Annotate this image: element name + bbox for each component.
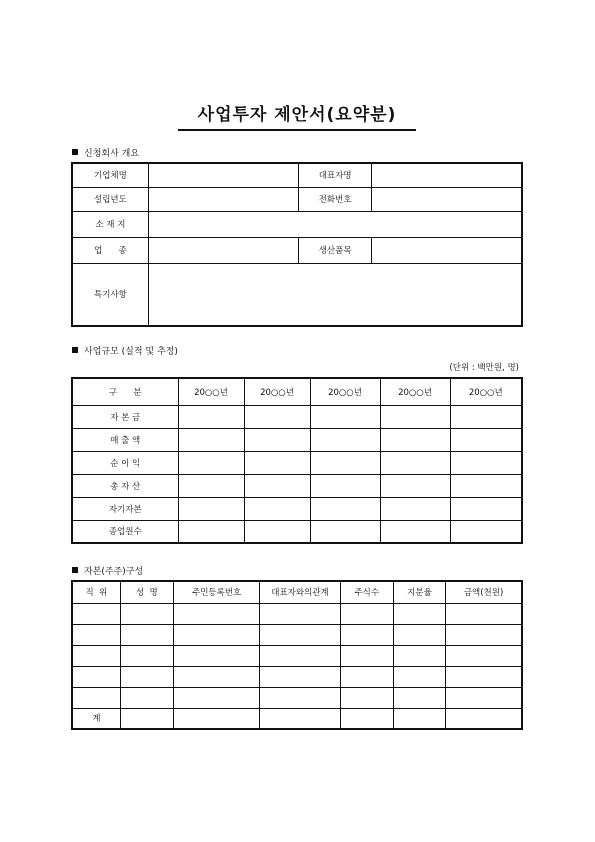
scale-value-cell[interactable] [244,520,310,543]
scale-value-cell[interactable] [380,520,450,543]
label-remarks: 특기사항 [72,263,148,326]
label-phone: 전화번호 [299,187,371,211]
shareholder-cell[interactable] [340,666,393,687]
scale-value-cell[interactable] [310,497,380,520]
shareholder-row [72,603,522,624]
scale-row-label: 매 출 액 [72,428,178,451]
shareholder-cell[interactable] [260,645,340,666]
shareholder-cell[interactable] [72,624,120,645]
shareholder-cell[interactable] [173,708,259,729]
header-shares: 주식수 [340,581,393,603]
shareholder-cell[interactable] [393,645,445,666]
shareholder-cell[interactable] [173,687,259,708]
shareholder-cell[interactable] [446,687,522,708]
shareholder-cell[interactable] [120,624,173,645]
header-relationship: 대표자와의관계 [260,581,340,603]
shareholder-cell[interactable] [393,708,445,729]
shareholder-cell[interactable] [260,687,340,708]
year-header: 20○○년 [380,378,450,405]
shareholder-row [72,687,522,708]
scale-value-cell[interactable] [450,497,522,520]
scale-value-cell[interactable] [310,428,380,451]
section-business-scale-heading: 사업규모 (실적 및 추정) [72,346,178,358]
shareholder-cell[interactable] [173,603,259,624]
header-name: 성 명 [120,581,173,603]
shareholder-cell[interactable] [340,645,393,666]
unit-note: (단위 : 백만원, 명) [449,363,519,373]
scale-value-cell[interactable] [178,405,244,428]
shareholder-cell[interactable] [260,708,340,729]
year-header: 20○○년 [450,378,522,405]
scale-value-cell[interactable] [450,520,522,543]
shareholder-cell[interactable] [120,687,173,708]
scale-row-label: 종업원수 [72,520,178,543]
header-position: 직 위 [72,581,120,603]
shareholder-cell[interactable] [72,687,120,708]
scale-value-cell[interactable] [450,451,522,474]
business-scale-table [71,377,523,544]
scale-value-cell[interactable] [178,520,244,543]
shareholder-cell[interactable] [260,603,340,624]
scale-value-cell[interactable] [380,405,450,428]
shareholder-cell[interactable] [393,603,445,624]
shareholder-cell[interactable] [173,666,259,687]
shareholder-cell[interactable] [173,645,259,666]
scale-value-cell[interactable] [380,451,450,474]
scale-value-cell[interactable] [310,520,380,543]
scale-row-label: 순 이 익 [72,451,178,474]
square-bullet-icon [72,347,78,353]
shareholder-cell[interactable] [393,624,445,645]
shareholder-table [71,580,523,730]
shareholder-cell[interactable] [340,624,393,645]
shareholder-cell[interactable] [446,624,522,645]
shareholder-cell[interactable] [446,603,522,624]
shareholder-cell[interactable] [120,666,173,687]
shareholder-cell[interactable] [120,603,173,624]
products-field[interactable] [371,237,522,263]
industry-field[interactable] [148,237,299,263]
scale-value-cell[interactable] [380,497,450,520]
total-label: 계 [72,708,120,729]
scale-value-cell[interactable] [310,405,380,428]
scale-row-label: 자 본 금 [72,405,178,428]
founded-year-field[interactable] [148,187,299,211]
shareholder-cell[interactable] [260,624,340,645]
scale-value-cell[interactable] [380,428,450,451]
year-header: 20○○년 [310,378,380,405]
scale-value-cell[interactable] [244,474,310,497]
scale-row [72,428,522,451]
shareholder-cell[interactable] [173,624,259,645]
header-share-ratio: 지분율 [393,581,445,603]
phone-field[interactable] [371,187,522,211]
remarks-field[interactable] [148,263,522,326]
shareholder-cell[interactable] [72,666,120,687]
shareholder-row [72,645,522,666]
scale-value-cell[interactable] [310,474,380,497]
address-field[interactable] [148,211,522,237]
scale-value-cell[interactable] [450,428,522,451]
scale-value-cell[interactable] [178,497,244,520]
shareholder-row [72,666,522,687]
shareholder-cell[interactable] [393,666,445,687]
scale-row [72,497,522,520]
scale-value-cell[interactable] [244,428,310,451]
scale-row-label: 총 자 산 [72,474,178,497]
scale-value-cell[interactable] [244,451,310,474]
shareholder-cell[interactable] [72,603,120,624]
shareholder-cell[interactable] [72,645,120,666]
scale-value-cell[interactable] [380,474,450,497]
label-products: 생산품목 [299,237,371,263]
shareholder-cell[interactable] [446,645,522,666]
shareholder-total-row [72,708,522,729]
shareholder-cell[interactable] [340,708,393,729]
year-header: 20○○년 [178,378,244,405]
section-company-overview-heading: 신청회사 개요 [72,148,139,160]
header-amount: 금액(천원) [446,581,522,603]
scale-value-cell[interactable] [244,405,310,428]
section-shareholder-heading: 자본(주주)구성 [72,566,143,578]
scale-row-label: 자기자본 [72,497,178,520]
scale-row [72,474,522,497]
shareholder-row [72,624,522,645]
label-industry: 업 종 [72,237,148,263]
shareholder-cell[interactable] [120,708,173,729]
scale-row [72,405,522,428]
year-header: 20○○년 [244,378,310,405]
ceo-name-field[interactable] [371,163,522,187]
document-title: 사업투자 제안서(요약분) [178,103,416,131]
label-company-name: 기업체명 [72,163,148,187]
company-name-field[interactable] [148,163,299,187]
scale-row [72,451,522,474]
scale-value-cell[interactable] [450,405,522,428]
shareholder-cell[interactable] [393,687,445,708]
scale-value-cell[interactable] [244,497,310,520]
company-overview-table [71,162,523,327]
scale-row [72,520,522,543]
shareholder-cell[interactable] [260,666,340,687]
scale-value-cell[interactable] [178,474,244,497]
square-bullet-icon [72,567,78,573]
shareholder-cell[interactable] [340,603,393,624]
scale-value-cell[interactable] [450,474,522,497]
shareholder-cell[interactable] [446,666,522,687]
scale-value-cell[interactable] [310,451,380,474]
label-address: 소 재 지 [72,211,148,237]
shareholder-cell[interactable] [120,645,173,666]
shareholder-cell[interactable] [446,708,522,729]
label-ceo-name: 대표자명 [299,163,371,187]
shareholder-cell[interactable] [340,687,393,708]
header-resident-number: 주민등록번호 [173,581,259,603]
scale-value-cell[interactable] [178,428,244,451]
scale-value-cell[interactable] [178,451,244,474]
scale-header-label: 구 분 [72,378,178,405]
label-founded-year: 설립년도 [72,187,148,211]
square-bullet-icon [72,149,78,155]
